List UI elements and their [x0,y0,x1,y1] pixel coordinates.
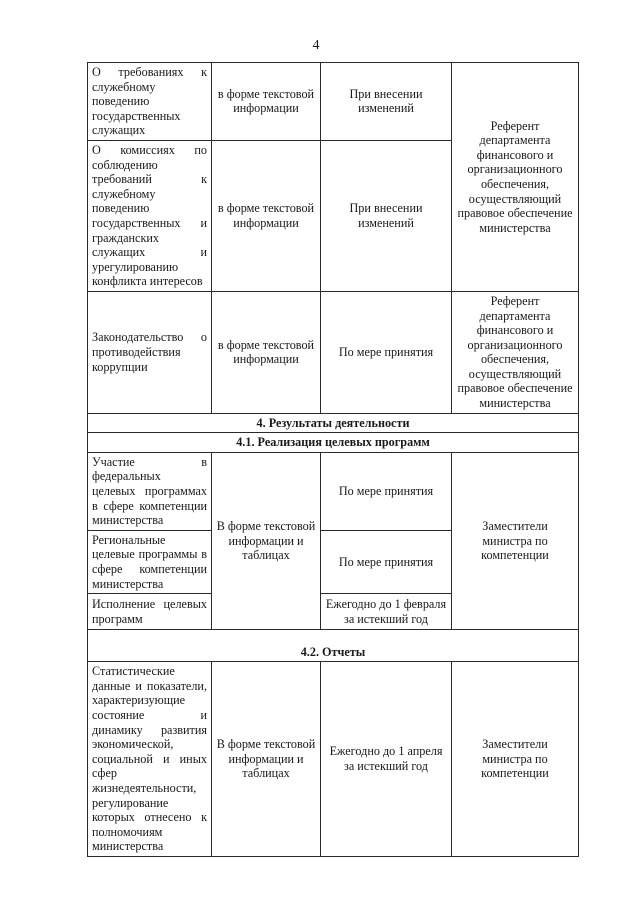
row-term-cell: По мере принятия [321,530,452,593]
row-term-cell: При внесении изменений [321,63,452,141]
page-number: 4 [312,38,320,53]
row-name-cell: Исполнение целевых программ [88,594,212,630]
responsible-cell: Заместители министра по компетенции [452,662,579,857]
row-name-cell: Региональные целевые программы в сфере компетенции министерства [88,530,212,593]
row-term-cell: По мере принятия [321,452,452,530]
row-name-cell: О комиссиях по соблюдению требований к служебному поведению государственных и гражданских служащих и урегулированию конфликта интересов [88,140,212,291]
row-term-cell: По мере принятия [321,291,452,413]
section-row [88,433,579,453]
table-row [88,662,579,857]
table-row [88,452,579,530]
row-form-cell: В форме текстовой информации и таблицах [212,662,321,857]
responsible-cell: Заместители министра по компетенции [452,452,579,629]
section-row [88,413,579,433]
table-row [88,291,579,413]
subsection-title: 4.1. Реализация целевых программ [88,433,579,453]
subsection-title: 4.2. Отчеты [88,630,579,662]
row-form-cell: в форме текстовой информации [212,63,321,141]
row-form-cell: в форме текстовой информации [212,140,321,291]
row-form-cell: в форме текстовой информации [212,291,321,413]
section-title: 4. Результаты деятельности [88,413,579,433]
row-name-cell: Законодательство о противодействия коррупции [88,291,212,413]
row-form-cell: В форме текстовой информации и таблицах [212,452,321,629]
row-name-cell: Статистические данные и показатели, характеризующие состояние и динамику развития экономической, социальной и иных сфер жизнедеятельности, регулирование которых отнесено к полномочиям министерства [88,662,212,857]
responsible-cell: Референт департамента финансового и организационного обеспечения, осуществляющий правовое обеспечение министерства [452,291,579,413]
table-row [88,63,579,141]
row-term-cell: Ежегодно до 1 апреля за истекший год [321,662,452,857]
row-name-cell: О требованиях к служебному поведению государственных служащих [88,63,212,141]
row-term-cell: При внесении изменений [321,140,452,291]
row-term-cell: Ежегодно до 1 февраля за истекший год [321,594,452,630]
disclosure-table [87,62,579,857]
section-row [88,630,579,662]
responsible-cell: Референт департамента финансового и организационного обеспечения, осуществляющий правовое обеспечение министерства [452,63,579,292]
row-name-cell: Участие в федеральных целевых программах в сфере компетенции министерства [88,452,212,530]
